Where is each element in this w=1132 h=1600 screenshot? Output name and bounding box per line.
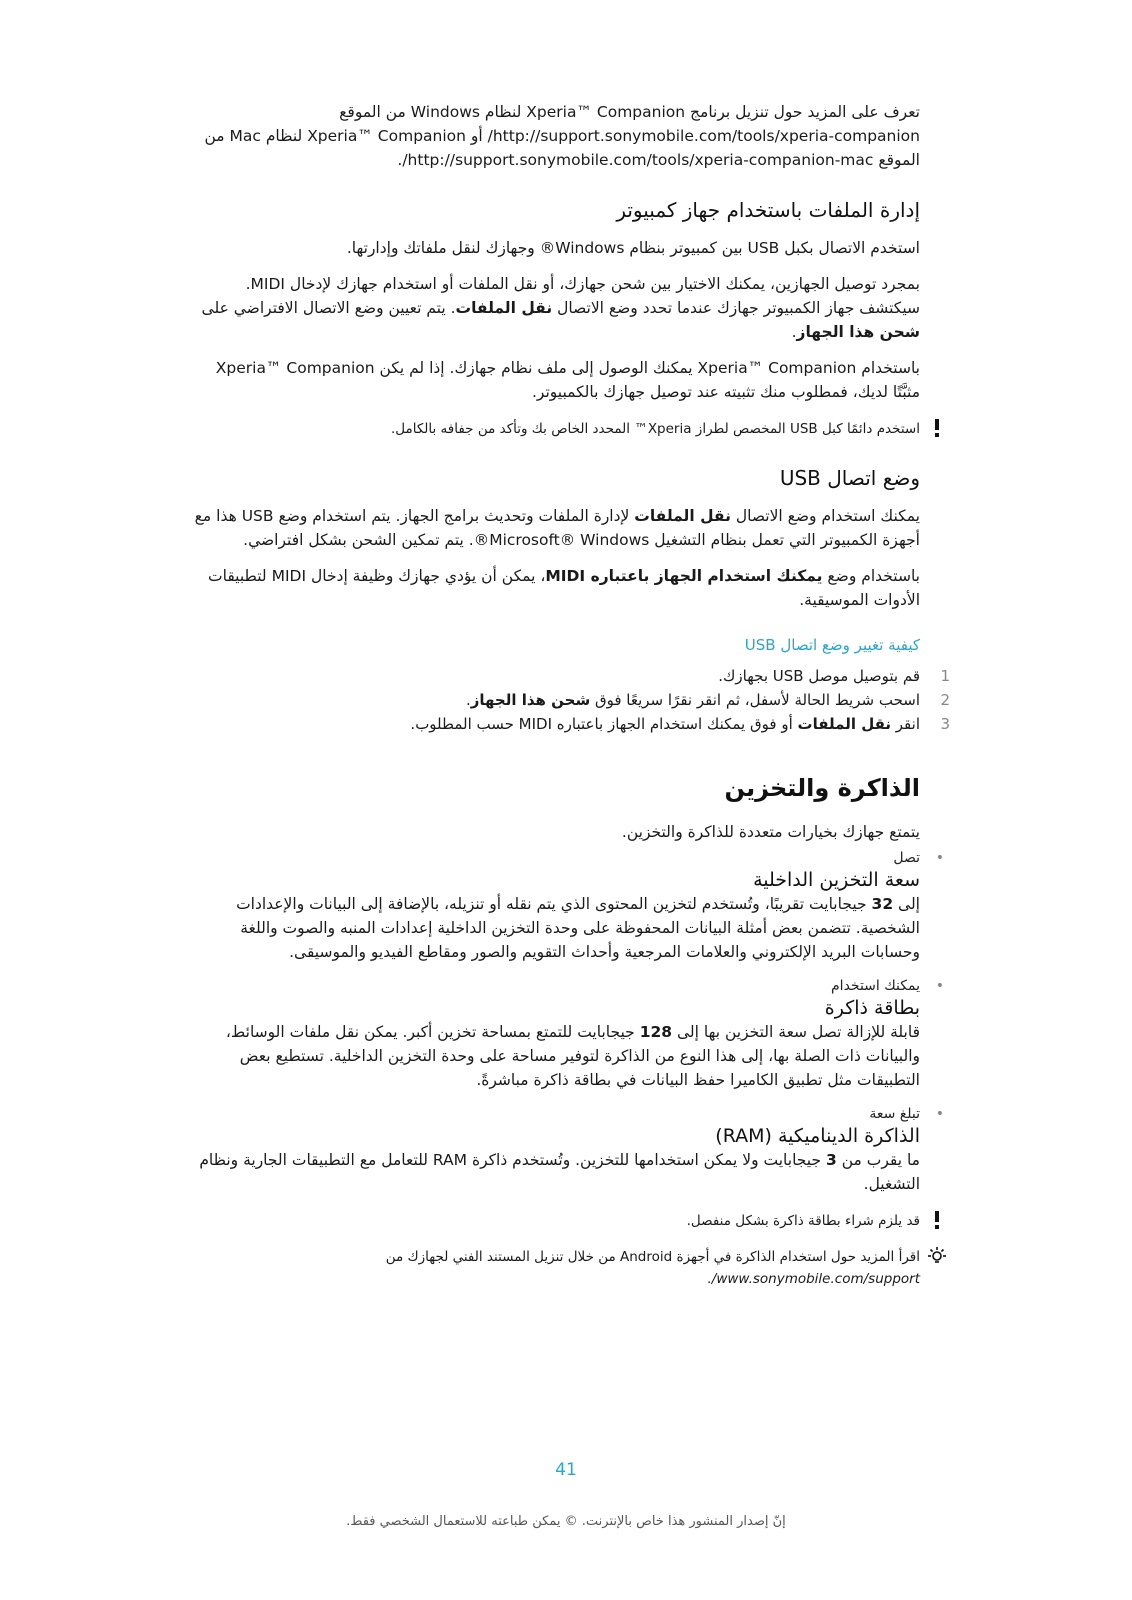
subsection-title: الذاكرة الديناميكية (RAM) bbox=[715, 1125, 920, 1147]
section-title-usb-mode: وضع اتصال USB bbox=[779, 466, 920, 490]
exclamation-icon bbox=[928, 1210, 946, 1230]
subsection-title: بطاقة ذاكرة bbox=[824, 997, 920, 1019]
paragraph: يتمتع جهازك بخيارات متعددة للذاكرة والتخزين. bbox=[621, 823, 920, 841]
section-title-file-management: إدارة الملفات باستخدام جهاز كمبيوتر bbox=[616, 198, 920, 222]
step-item: 1 قم بتوصيل موصل USB بجهازك. bbox=[718, 667, 950, 685]
tip-note: اقرأ المزيد حول استخدام الذاكرة في أجهزة Android من خلال تنزيل المستند الفني لجهازك من www.sonymobile.com/support/. bbox=[190, 1246, 920, 1290]
bullet-label: • يمكنك استخدام bbox=[190, 976, 920, 996]
paragraph: ما يقرب من 3 جيجابايت ولا يمكن استخدامها للتخزين. وتُستخدم ذاكرة RAM للتعامل مع التطبيقات الجارية ونظام التشغيل. bbox=[199, 1151, 920, 1193]
page-number: 41 bbox=[555, 1460, 577, 1480]
support-link[interactable]: www.sonymobile.com/support/. bbox=[707, 1271, 920, 1287]
bullet-label: • تصل bbox=[190, 848, 920, 868]
paragraph: قابلة للإزالة تصل سعة التخزين بها إلى 128 جيجابايت للتمتع بمساحة تخزين أكبر. يمكن نقل ملفات الوسائط، والبيانات ذات الصلة بها، إلى هذا النوع من الذاكرة لتوفير مساحة على وحدة التخزين الداخلية. تستطيع بعض التطبيقات مثل تطبيق الكاميرا حفظ البيانات في بطاقة ذاكرة مباشرةً. bbox=[225, 1023, 920, 1089]
step-item: 2 اسحب شريط الحالة لأسفل، ثم انقر نقرًا سريعًا فوق شحن هذا الجهاز. bbox=[465, 691, 950, 709]
bullet-label: • تبلغ سعة bbox=[190, 1104, 920, 1124]
howto-title: كيفية تغيير وضع اتصال USB bbox=[744, 636, 920, 654]
paragraph: باستخدام Xperia™ Companion يمكنك الوصول إلى ملف نظام جهازك. إذا لم يكن Xperia™ Companion مثبَّتًا لديك، فمطلوب منك تثبيته عند توصيل جهازك بالكمبيوتر. bbox=[215, 359, 920, 401]
section-title-memory: الذاكرة والتخزين bbox=[724, 774, 920, 802]
warning-note: قد يلزم شراء بطاقة ذاكرة بشكل منفصل. bbox=[190, 1210, 920, 1232]
exclamation-icon bbox=[928, 418, 946, 438]
warning-note: استخدم دائمًا كبل USB المخصص لطراز Xperia™ المحدد الخاص بك وتأكد من جفافه بالكامل. bbox=[190, 418, 920, 440]
paragraph: استخدم الاتصال بكبل USB بين كمبيوتر بنظام Windows® وجهازك لنقل ملفاتك وإدارتها. bbox=[346, 239, 920, 257]
paragraph: إلى 32 جيجابايت تقريبًا، وتُستخدم لتخزين المحتوى الذي يتم نقله أو تنزيله، بالإضافة إلى البيانات والإعدادات الشخصية. تتضمن بعض أمثلة البيانات المحفوظة على وحدة التخزين الداخلية إعدادات المنبه والصوت واللغة وحسابات البريد الإلكتروني والعلامات المرجعية وأحداث التقويم والصور ومقاطع الفيديو والموسيقى. bbox=[236, 895, 920, 961]
intro-paragraph: تعرف على المزيد حول تنزيل برنامج Xperia™ Companion لنظام Windows من الموقع http://support.sonymobile.com/tools/xperia-companion/ أو Xperia™ Companion لنظام Mac من الموقع http://support.sonymobile.com/tools/xperia-companion-mac/. bbox=[204, 103, 920, 169]
footer-text: إنّ إصدار المنشور هذا خاص بالإنترنت. © يمكن طباعته للاستعمال الشخصي فقط. bbox=[346, 1514, 786, 1529]
paragraph: باستخدام وضع يمكنك استخدام الجهاز باعتباره MIDI، يمكن أن يؤدي جهازك وظيفة إدخال MIDI لتطبيقات الأدوات الموسيقية. bbox=[208, 567, 920, 609]
steps-list bbox=[190, 664, 950, 736]
memory-options-list bbox=[190, 848, 920, 1196]
lightbulb-icon bbox=[928, 1246, 946, 1266]
subsection-title: سعة التخزين الداخلية bbox=[753, 869, 920, 891]
step-item: 3 انقر نقل الملفات أو فوق يمكنك استخدام الجهاز باعتباره MIDI حسب المطلوب. bbox=[410, 715, 950, 733]
paragraph: يمكنك استخدام وضع الاتصال نقل الملفات لإدارة الملفات وتحديث برامج الجهاز. يتم استخدام وضع USB هذا مع أجهزة الكمبيوتر التي تعمل بنظام التشغيل Microsoft® Windows®. يتم تمكين الشحن بشكل افتراضي. bbox=[194, 507, 920, 549]
paragraph: بمجرد توصيل الجهازين، يمكنك الاختيار بين شحن جهازك، أو نقل الملفات أو استخدام جهازك لإدخال MIDI. سيكتشف جهاز الكمبيوتر جهازك عندما تحدد وضع الاتصال نقل الملفات. يتم تعيين وضع الاتصال الافتراضي على شحن هذا الجهاز. bbox=[201, 275, 920, 341]
document-page bbox=[190, 100, 950, 1304]
